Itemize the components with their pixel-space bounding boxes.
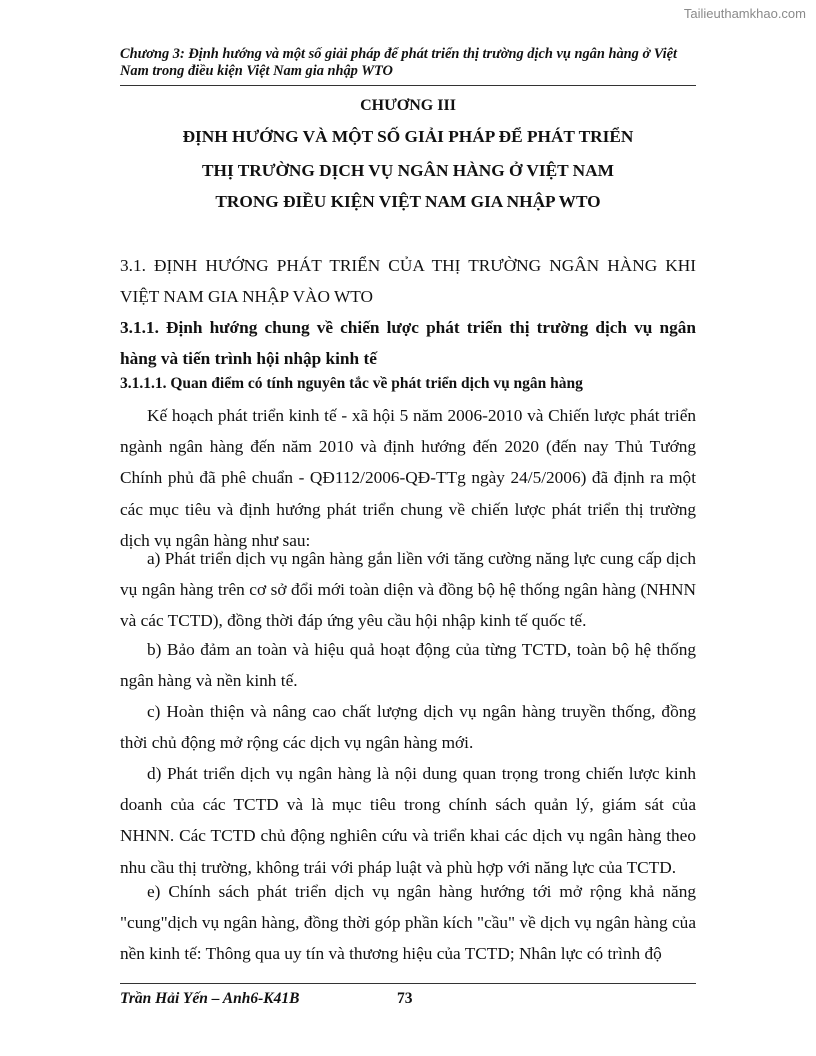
section-heading-3-1: 3.1. ĐỊNH HƯỚNG PHÁT TRIỂN CỦA THỊ TRƯỜNG NGÂN HÀNG KHI VIỆT NAM GIA NHẬP VÀO WTO: [120, 256, 696, 307]
paragraph-e: e) Chính sách phát triển dịch vụ ngân hàng hướng tới mở rộng khả năng "cung"dịch vụ ngân hàng, đồng thời góp phần kích "cầu" về dịch vụ ngân hàng của nền kinh tế: Thông qua uy tín và thương hiệu của TCTD; Nhân lực có trình độ: [120, 882, 696, 964]
chapter-number: CHƯƠNG III: [360, 97, 456, 114]
chapter-title-line-2: THỊ TRƯỜNG DỊCH VỤ NGÂN HÀNG Ở VIỆT NAM: [202, 161, 614, 180]
watermark: Tailieuthamkhao.com: [683, 6, 806, 21]
paragraph-c: c) Hoàn thiện và nâng cao chất lượng dịch vụ ngân hàng truyền thống, đồng thời chủ động mở rộng các dịch vụ ngân hàng mới.: [120, 702, 696, 753]
paragraph-b: b) Bảo đảm an toàn và hiệu quả hoạt động của từng TCTD, toàn bộ hệ thống ngân hàng và nền kinh tế.: [120, 640, 696, 691]
paragraph-intro: Kế hoạch phát triển kinh tế - xã hội 5 năm 2006-2010 và Chiến lược phát triển ngành ngân hàng đến năm 2010 và định hướng đến 2020 (đến nay Thủ Tướng Chính phủ đã phê chuẩn - QĐ112/2006-QĐ-TTg ngày 24/5/2006) đã định ra một các mục tiêu và định hướng phát triển chung về chiến lược phát triển thị trường dịch vụ ngân hàng như sau:: [120, 406, 696, 550]
paragraph-a: a) Phát triển dịch vụ ngân hàng gắn liền với tăng cường năng lực cung cấp dịch vụ ngân hàng trên cơ sở đổi mới toàn diện và đồng bộ hệ thống ngân hàng (NHNN và các TCTD), đồng thời đáp ứng yêu cầu hội nhập kinh tế quốc tế.: [120, 549, 696, 631]
chapter-title-line-3: TRONG ĐIỀU KIỆN VIỆT NAM GIA NHẬP WTO: [215, 192, 601, 211]
paragraph-d: d) Phát triển dịch vụ ngân hàng là nội dung quan trọng trong chiến lược kinh doanh của các TCTD và là mục tiêu trong chính sách quản lý, giám sát của NHNN. Các TCTD chủ động nghiên cứu và triển khai các dịch vụ ngân hàng theo nhu cầu thị trường, không trái với pháp luật và phù hợp với năng lực của TCTD.: [120, 764, 696, 877]
footer-divider: [120, 983, 696, 984]
page-number: 73: [397, 990, 413, 1007]
section-heading-3-1-1: 3.1.1. Định hướng chung về chiến lược phát triển thị trường dịch vụ ngân hàng và tiến trình hội nhập kinh tế: [120, 318, 696, 369]
header-divider: [120, 85, 696, 86]
running-header: Chương 3: Định hướng và một số giải pháp để phát triển thị trường dịch vụ ngân hàng ở Việt Nam trong điều kiện Việt Nam gia nhập WTO: [120, 46, 677, 79]
section-heading-3-1-1-1: 3.1.1.1. Quan điểm có tính nguyên tắc về phát triển dịch vụ ngân hàng: [120, 375, 583, 392]
footer-author: Trần Hải Yến – Anh6-K41B: [120, 990, 300, 1007]
chapter-title-line-1: ĐỊNH HƯỚNG VÀ MỘT SỐ GIẢI PHÁP ĐỂ PHÁT TRIỂN: [182, 127, 634, 146]
